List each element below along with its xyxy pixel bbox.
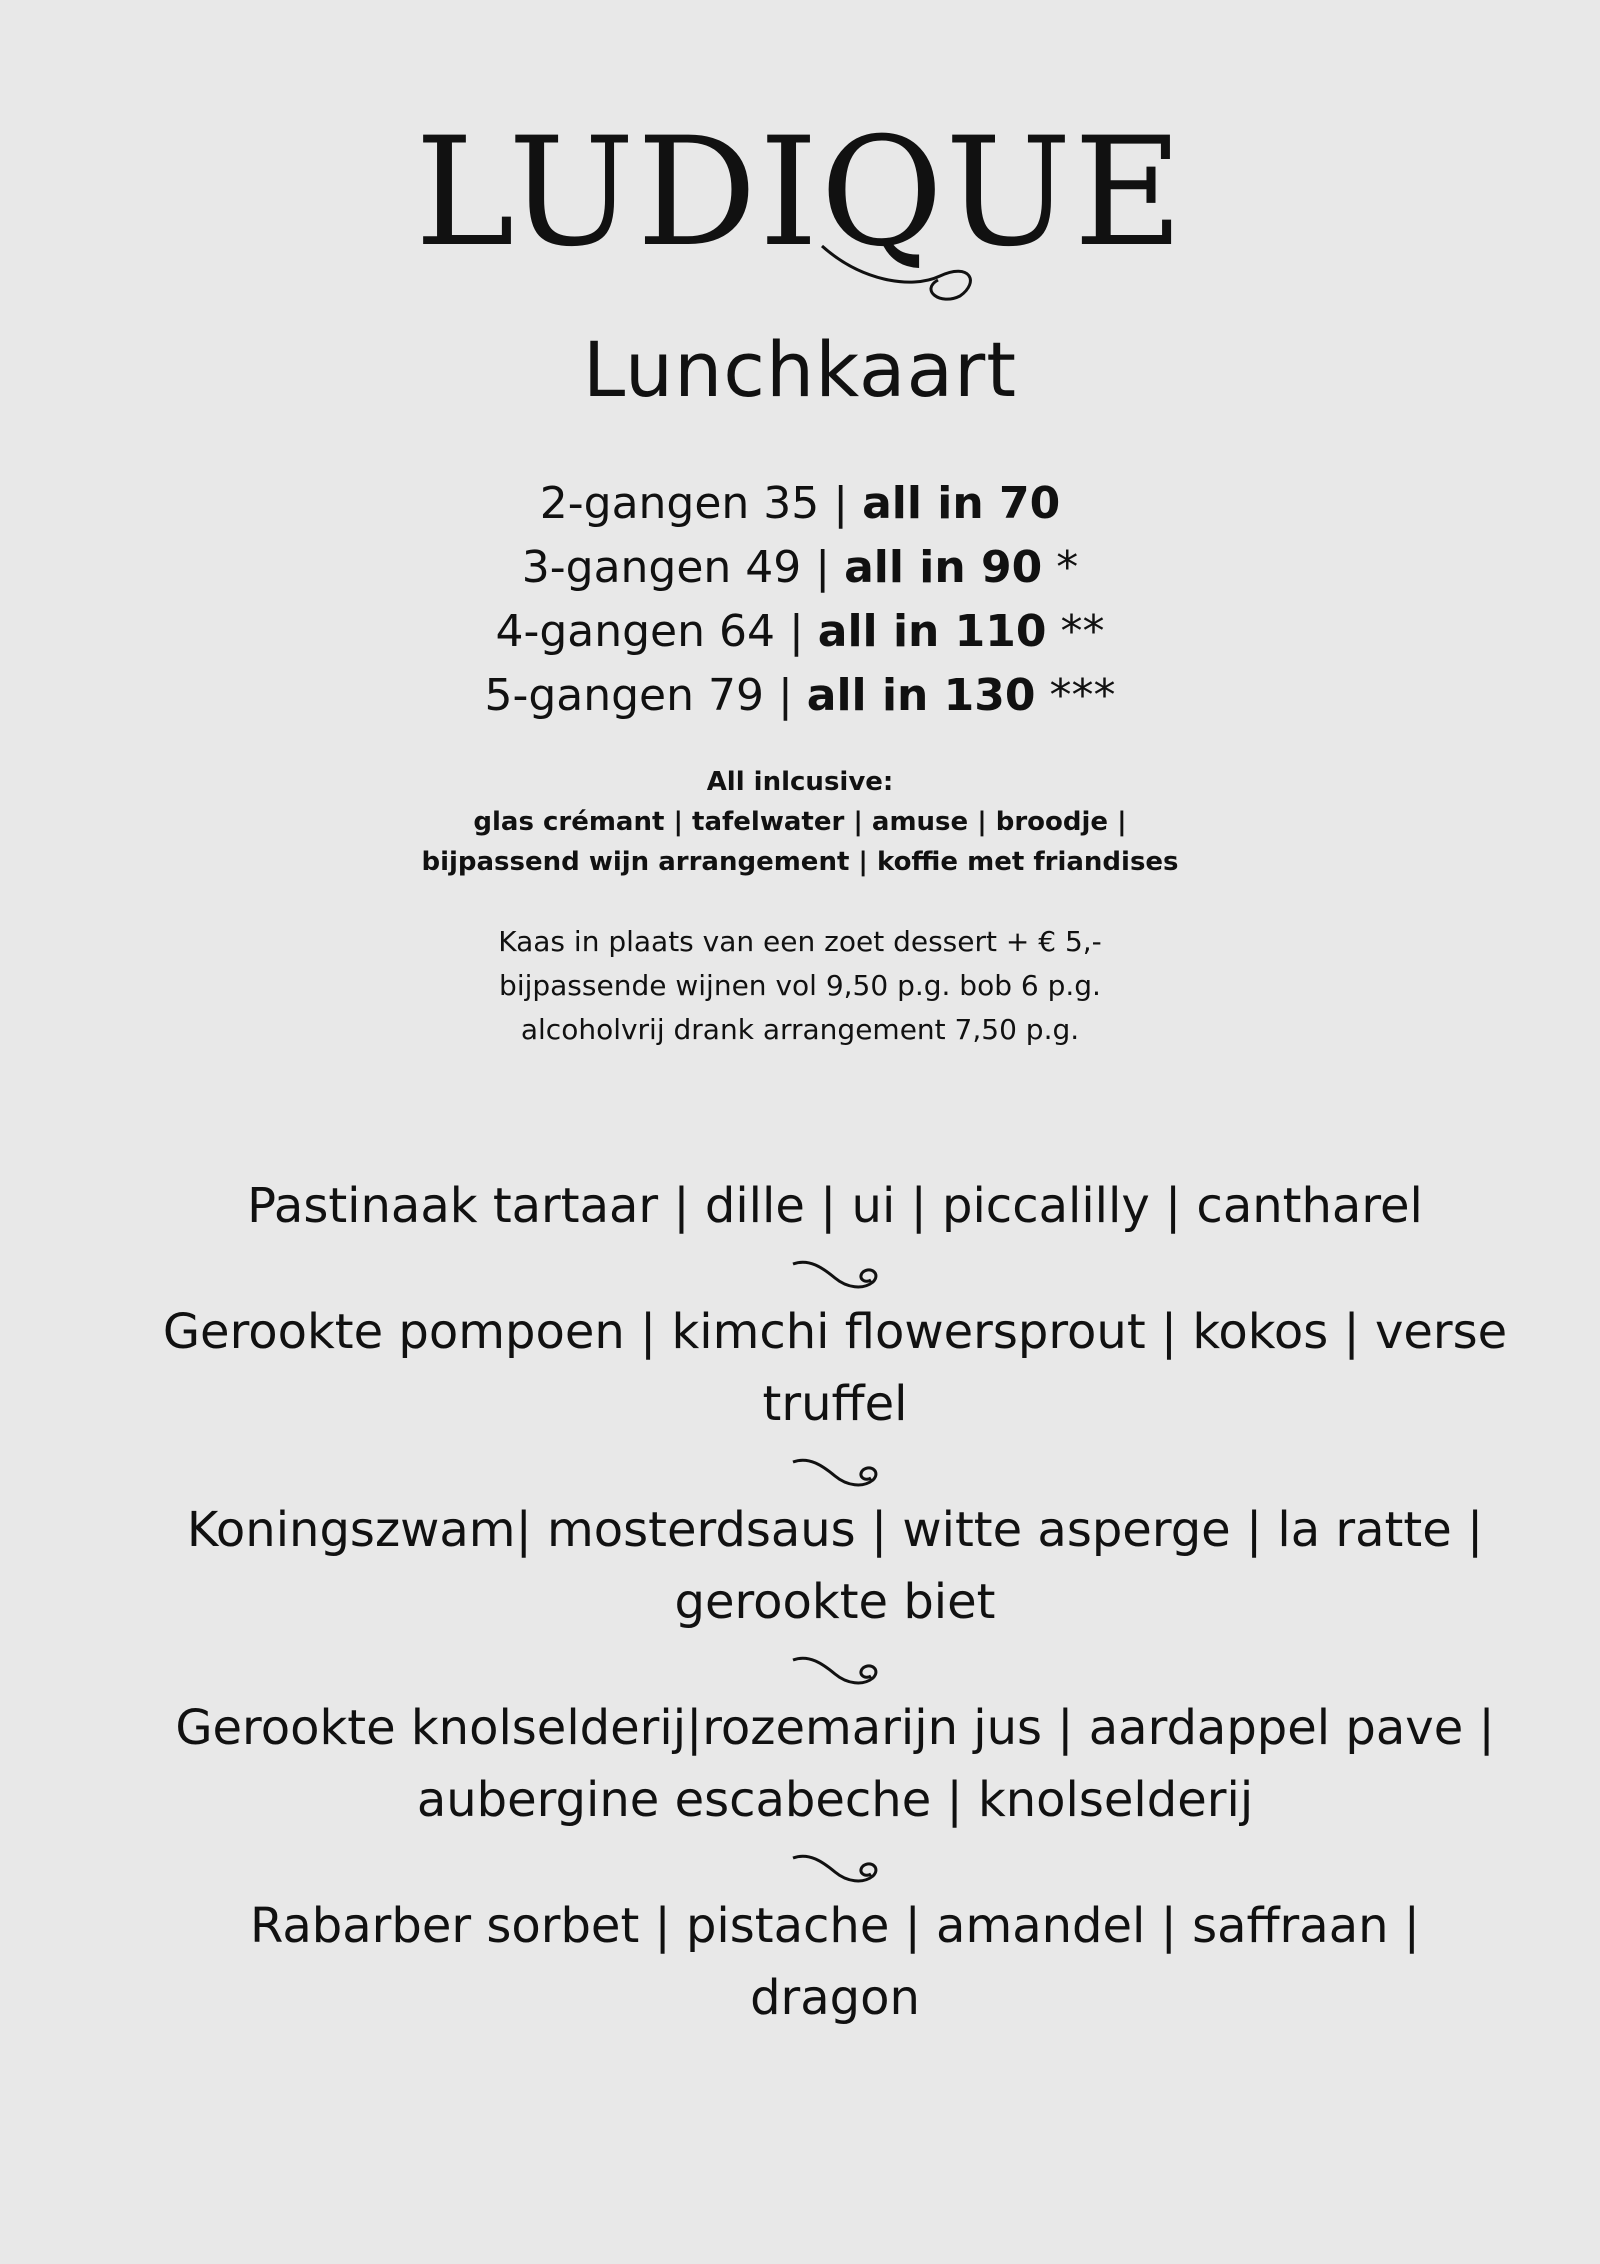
page-title: Lunchkaart: [582, 325, 1018, 414]
price-mark: **: [1060, 606, 1105, 657]
price-line: [0, 472, 1600, 536]
course-item: Koningszwam| mosterdsaus | witte asperge | la ratte | gerookte biet: [186, 1502, 1484, 1630]
price-line: [0, 600, 1600, 664]
course-list: [160, 1170, 1510, 2034]
course-item: Rabarber sorbet | pistache | amandel | saffraan | dragon: [250, 1898, 1420, 2026]
extra-line: alcoholvrij drank arrangement 7,50 p.g.: [520, 1013, 1080, 1046]
price-mark: *: [1056, 542, 1079, 593]
swirl-divider-icon: [789, 1254, 881, 1296]
inclusive-line: bijpassend wijn arrangement | koffie met friandises: [421, 847, 1179, 877]
price-label: 4-gangen 64 |: [495, 606, 804, 657]
inclusive-line: glas crémant | tafelwater | amuse | broodje |: [473, 807, 1127, 837]
price-label: 5-gangen 79 |: [484, 670, 793, 721]
price-mark: ***: [1049, 670, 1116, 721]
price-line: [0, 536, 1600, 600]
course-item: Gerookte pompoen | kimchi flowersprout | kokos | verse truffel: [162, 1304, 1508, 1432]
price-allin: all in 110: [817, 606, 1047, 657]
price-allin: all in 130: [806, 670, 1036, 721]
price-line: [0, 664, 1600, 728]
swirl-divider-icon: [789, 1452, 881, 1494]
swirl-divider-icon: [789, 1848, 881, 1890]
price-label: 3-gangen 49 |: [521, 542, 831, 593]
logo-swash-ornament: [820, 240, 990, 310]
extras-block: [0, 920, 1600, 1052]
price-label: 2-gangen 35 |: [539, 478, 849, 529]
extra-line: Kaas in plaats van een zoet dessert + € 5,-: [498, 925, 1102, 958]
extra-line: bijpassende wijnen vol 9,50 p.g. bob 6 p.g.: [499, 969, 1101, 1002]
restaurant-logo: LUDIQUE: [414, 106, 1186, 280]
price-allin: all in 70: [862, 478, 1061, 529]
course-item: Pastinaak tartaar | dille | ui | piccalilly | cantharel: [247, 1178, 1423, 1234]
inclusive-heading: All inlcusive:: [706, 767, 894, 797]
course-item: Gerookte knolselderij|rozemarijn jus | aardappel pave | aubergine escabeche | knolselderij: [175, 1700, 1495, 1828]
swirl-divider-icon: [789, 1650, 881, 1692]
all-inclusive-block: [0, 762, 1600, 882]
menu-prices: [0, 472, 1600, 728]
price-allin: all in 90: [844, 542, 1043, 593]
